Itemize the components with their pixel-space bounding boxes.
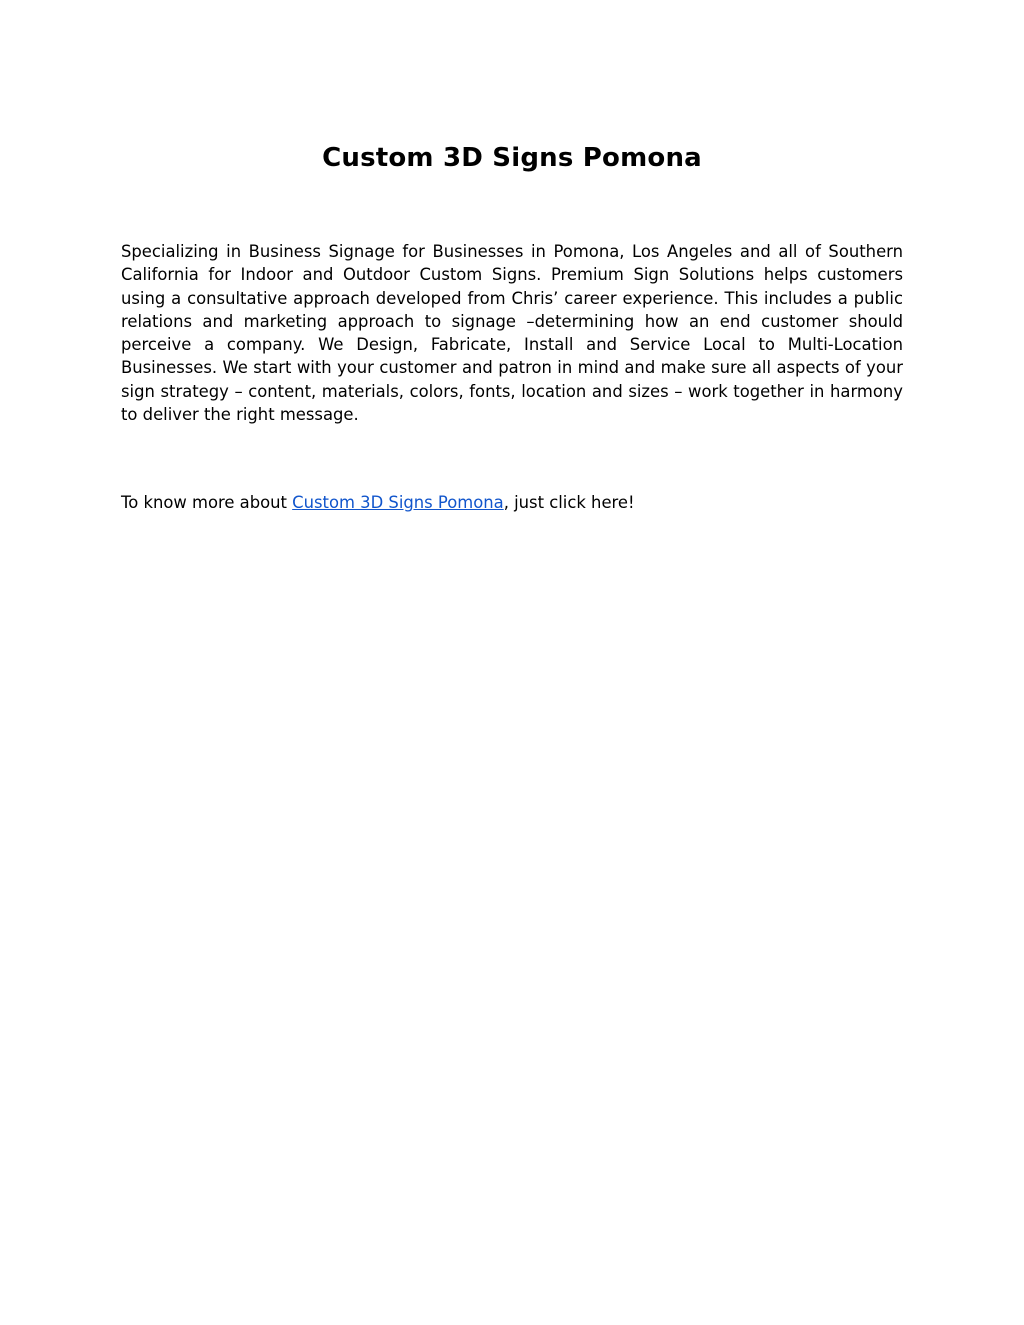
custom-3d-signs-link[interactable]: Custom 3D Signs Pomona xyxy=(292,493,504,512)
cta-suffix: , just click here! xyxy=(503,493,635,512)
cta-line xyxy=(121,491,903,514)
body-paragraph: Specializing in Business Signage for Businesses in Pomona, Los Angeles and all of Southern California for Indoor and Outdoor Custom Signs. Premium Sign Solutions helps customers using a consultative approach developed from Chris’ career experience. This includes a public relations and marketing approach to signage –determining how an end customer should perceive a company. We Design, Fabricate, Install and Service Local to Multi-Location Businesses. We start with your customer and patron in mind and make sure all aspects of your sign strategy – content, materials, colors, fonts, location and sizes – work together in harmony to deliver the right message. xyxy=(121,242,903,425)
cta-prefix: To know more about xyxy=(121,493,293,512)
document-title: Custom 3D Signs Pomona xyxy=(322,143,702,173)
